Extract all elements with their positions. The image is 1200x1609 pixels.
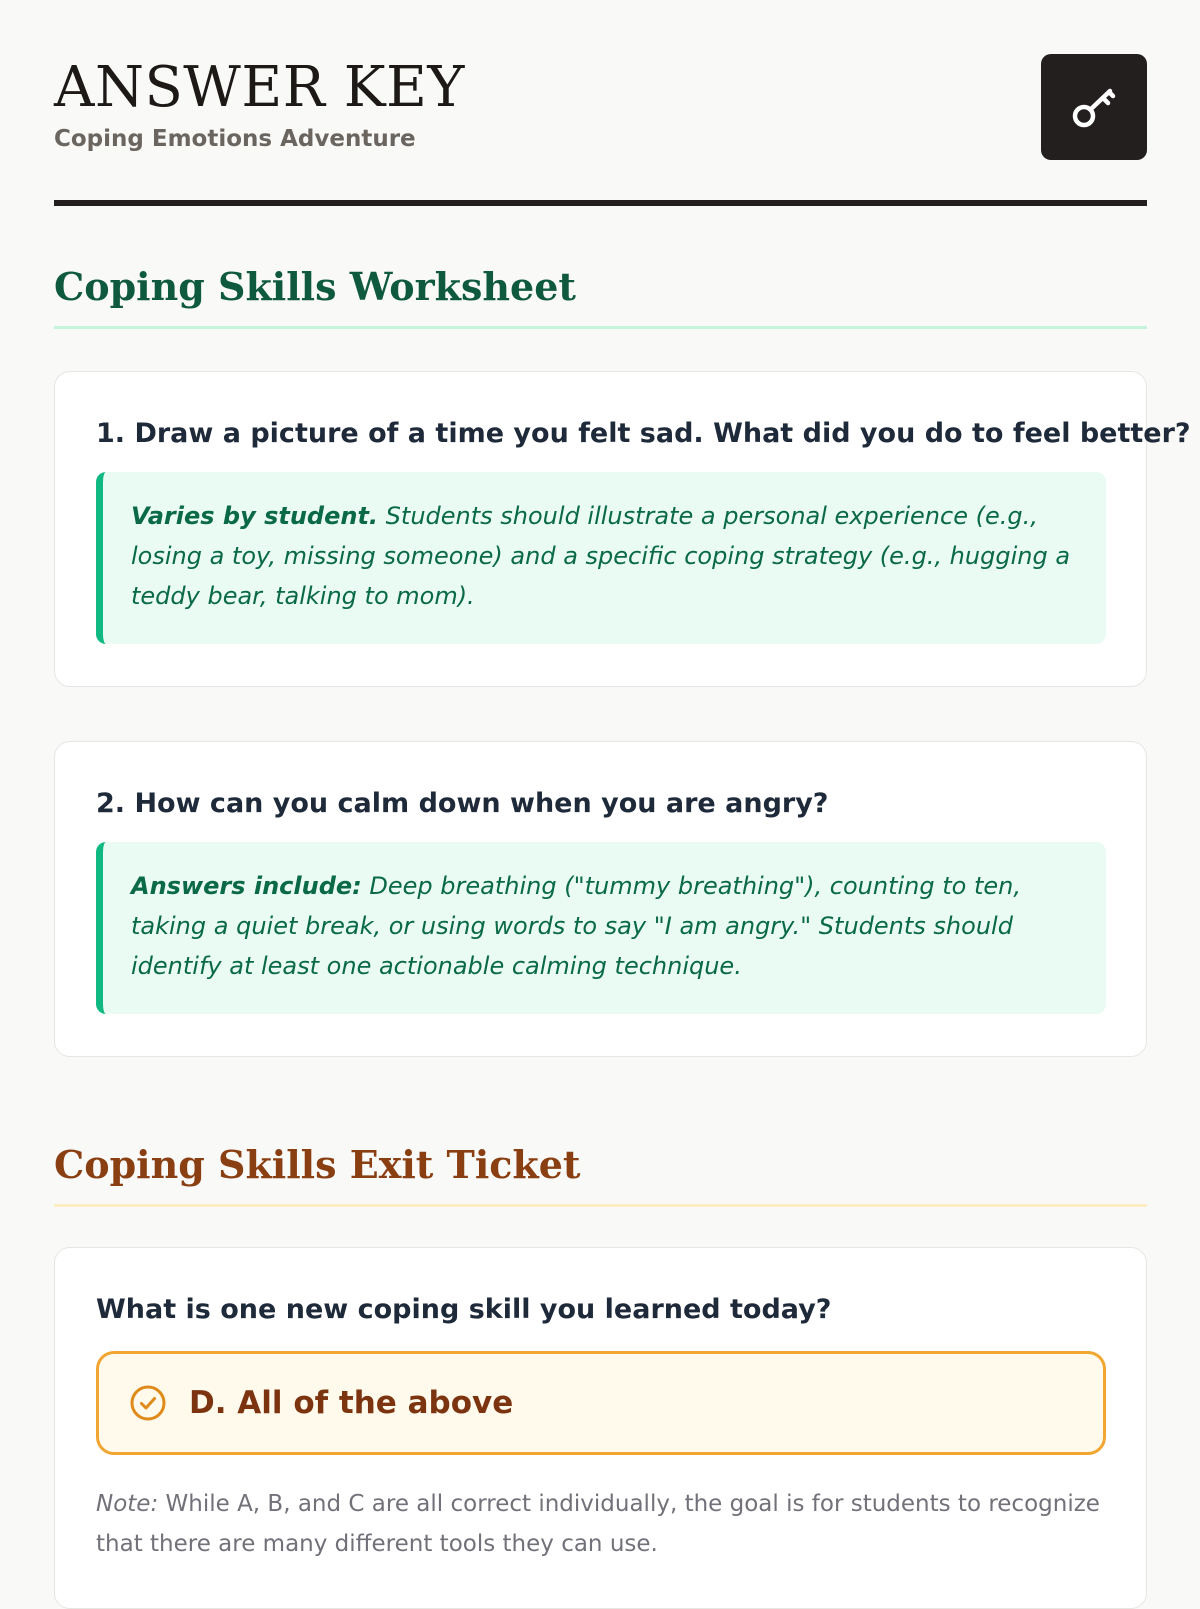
- question-card: [54, 741, 1147, 1057]
- teacher-note: [96, 1484, 1106, 1564]
- key-badge: [1041, 54, 1147, 160]
- check-circle-icon: [129, 1384, 167, 1422]
- page-subtitle: Coping Emotions Adventure: [54, 126, 416, 152]
- answer-text: Students should illustrate a personal experience (e.g., losing a toy, missing someone) and a specific coping strategy (e.g., hugging a teddy bear, talking to mom).: [131, 502, 1071, 610]
- worksheet-section-divider: [54, 326, 1147, 329]
- answer-box: [96, 842, 1106, 1014]
- correct-answer-choice: [96, 1351, 1106, 1455]
- exit-ticket-section-title: Coping Skills Exit Ticket: [54, 1142, 581, 1187]
- note-text: While A, B, and C are all correct individually, the goal is for students to recognize that there are many different tools they can use.: [96, 1491, 1100, 1557]
- worksheet-section-title: Coping Skills Worksheet: [54, 264, 576, 309]
- note-label: Note:: [96, 1491, 159, 1517]
- exit-ticket-card: [54, 1247, 1147, 1609]
- question-card: [54, 371, 1191, 687]
- question-text: 2. How can you calm down when you are angry?: [96, 788, 829, 819]
- exit-ticket-section-divider: [54, 1204, 1147, 1207]
- answer-text: Deep breathing ("tummy breathing"), counting to ten, taking a quiet break, or using words to say "I am angry." Students should identify at least one actionable calming technique.: [131, 872, 1021, 980]
- key-icon: [1068, 81, 1120, 133]
- page-title: ANSWER KEY: [54, 55, 465, 120]
- correct-answer-text: D. All of the above: [189, 1385, 514, 1421]
- exit-ticket-question: What is one new coping skill you learned today?: [96, 1294, 832, 1325]
- answer-key-page: [54, 0, 1191, 1557]
- answer-box: [96, 472, 1106, 644]
- header: [54, 0, 1147, 208]
- question-text: 1. Draw a picture of a time you felt sad. What did you do to feel better?: [96, 418, 1191, 449]
- answer-lead: Answers include:: [131, 872, 362, 900]
- answer-lead: Varies by student.: [131, 502, 379, 530]
- header-divider: [54, 200, 1147, 206]
